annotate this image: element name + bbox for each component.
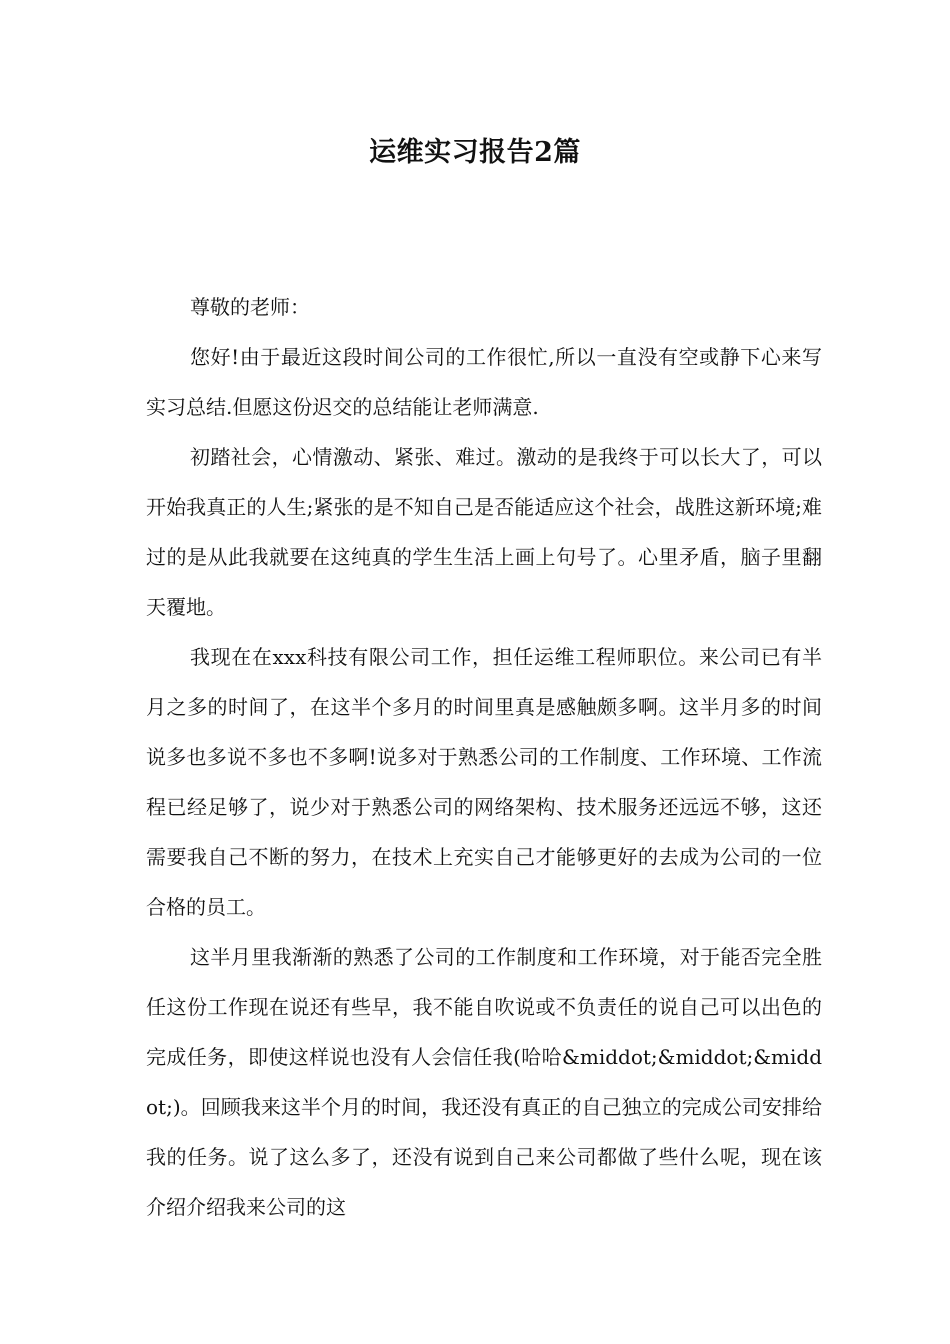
greeting-line: 尊敬的老师： [190, 295, 310, 319]
paragraph-4: 这半月里我渐渐的熟悉了公司的工作制度和工作环境，对于能否完全胜任这份工作现在说还有些早，我不能自吹说或不负责任的说自己可以出色的完成任务，即使这样说也没有人会信任我(哈哈&middot;&middot;&middot;)。回顾我来这半个月的时间，我还没有真正的自己独立的完成公司安排给我的任务。说了这么多了，还没有说到自己来公司都做了些什么呢，现在该介绍介绍我来公司的这 [146, 945, 822, 1219]
document-body [146, 282, 822, 1232]
paragraph-3: 我现在在xxx科技有限公司工作，担任运维工程师职位。来公司已有半月之多的时间了，在这半个多月的时间里真是感触颇多啊。这半月多的时间说多也多说不多也不多啊!说多对于熟悉公司的工作制度、工作环境、工作流程已经足够了，说少对于熟悉公司的网络架构、技术服务还远远不够，这还需要我自己不断的努力，在技术上充实自己才能够更好的去成为公司的一位合格的员工。 [146, 645, 822, 919]
paragraph-1: 您好!由于最近这段时间公司的工作很忙,所以一直没有空或静下心来写实习总结.但愿这份迟交的总结能让老师满意. [146, 345, 822, 419]
document-title: 运维实习报告2篇 [369, 137, 581, 168]
paragraph-2: 初踏社会，心情激动、紧张、难过。激动的是我终于可以长大了，可以开始我真正的人生;紧张的是不知自己是否能适应这个社会，战胜这新环境;难过的是从此我就要在这纯真的学生生活上画上句号了。心里矛盾，脑子里翻天覆地。 [146, 445, 822, 619]
